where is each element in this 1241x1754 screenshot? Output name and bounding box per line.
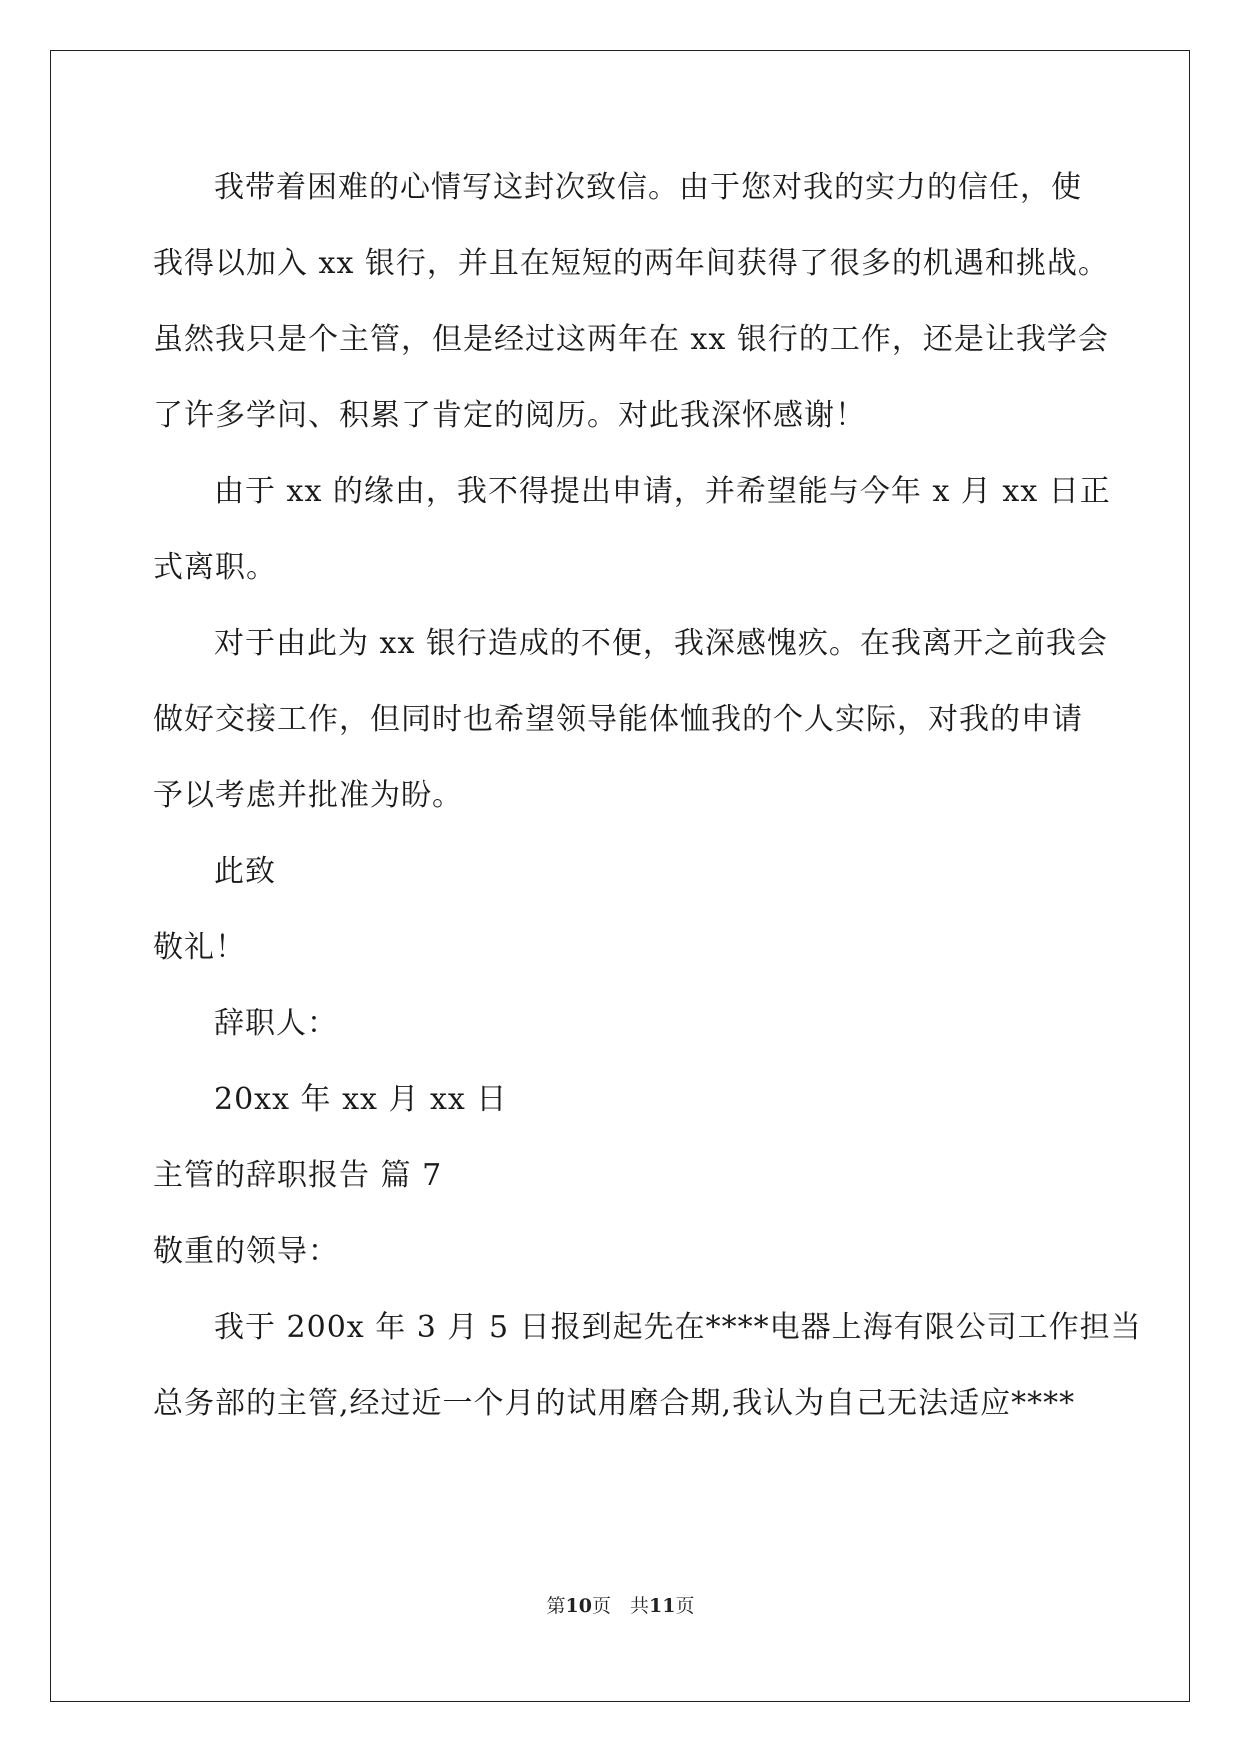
section-title: 主管的辞职报告 篇 7 (153, 1158, 443, 1193)
body-line-6: 式离职。 (153, 550, 277, 585)
body-line-8: 做好交接工作，但同时也希望领导能体恤我的个人实际，对我的申请 (153, 702, 1083, 737)
page-current-number: 10 (565, 1595, 592, 1617)
page-total-number: 11 (649, 1595, 676, 1617)
body-line-1: 我带着困难的心情写这封次致信。由于您对我的实力的信任，使 (214, 170, 1082, 205)
body-line-16: 我于 200x 年 3 月 5 日报到起先在****电器上海有限公司工作担当 (214, 1310, 1142, 1345)
page-mid: 页 共 (591, 1595, 649, 1617)
body-line-9: 予以考虑并批准为盼。 (153, 778, 463, 813)
signature-label: 辞职人： (214, 1006, 338, 1041)
body-line-7: 对于由此为 xx 银行造成的不便，我深感愧疚。在我离开之前我会 (214, 626, 1108, 661)
greeting: 敬重的领导： (153, 1234, 339, 1269)
page-footer (0, 1594, 1241, 1618)
body-line-17: 总务部的主管,经过近一个月的试用磨合期,我认为自己无法适应**** (153, 1386, 1076, 1421)
page-suffix: 页 (675, 1595, 695, 1617)
signature-date: 20xx 年 xx 月 xx 日 (214, 1082, 508, 1117)
closing-salutation: 此致 (214, 854, 276, 889)
body-line-3: 虽然我只是个主管，但是经过这两年在 xx 银行的工作，还是让我学会 (153, 322, 1109, 357)
closing-regards: 敬礼！ (153, 930, 246, 965)
page-prefix: 第 (546, 1595, 566, 1617)
body-line-2: 我得以加入 xx 银行，并且在短短的两年间获得了很多的机遇和挑战。 (153, 246, 1109, 281)
body-line-4: 了许多学问、积累了肯定的阅历。对此我深怀感谢！ (153, 398, 866, 433)
body-line-5: 由于 xx 的缘由，我不得提出申请，并希望能与今年 x 月 xx 日正 (214, 474, 1111, 509)
